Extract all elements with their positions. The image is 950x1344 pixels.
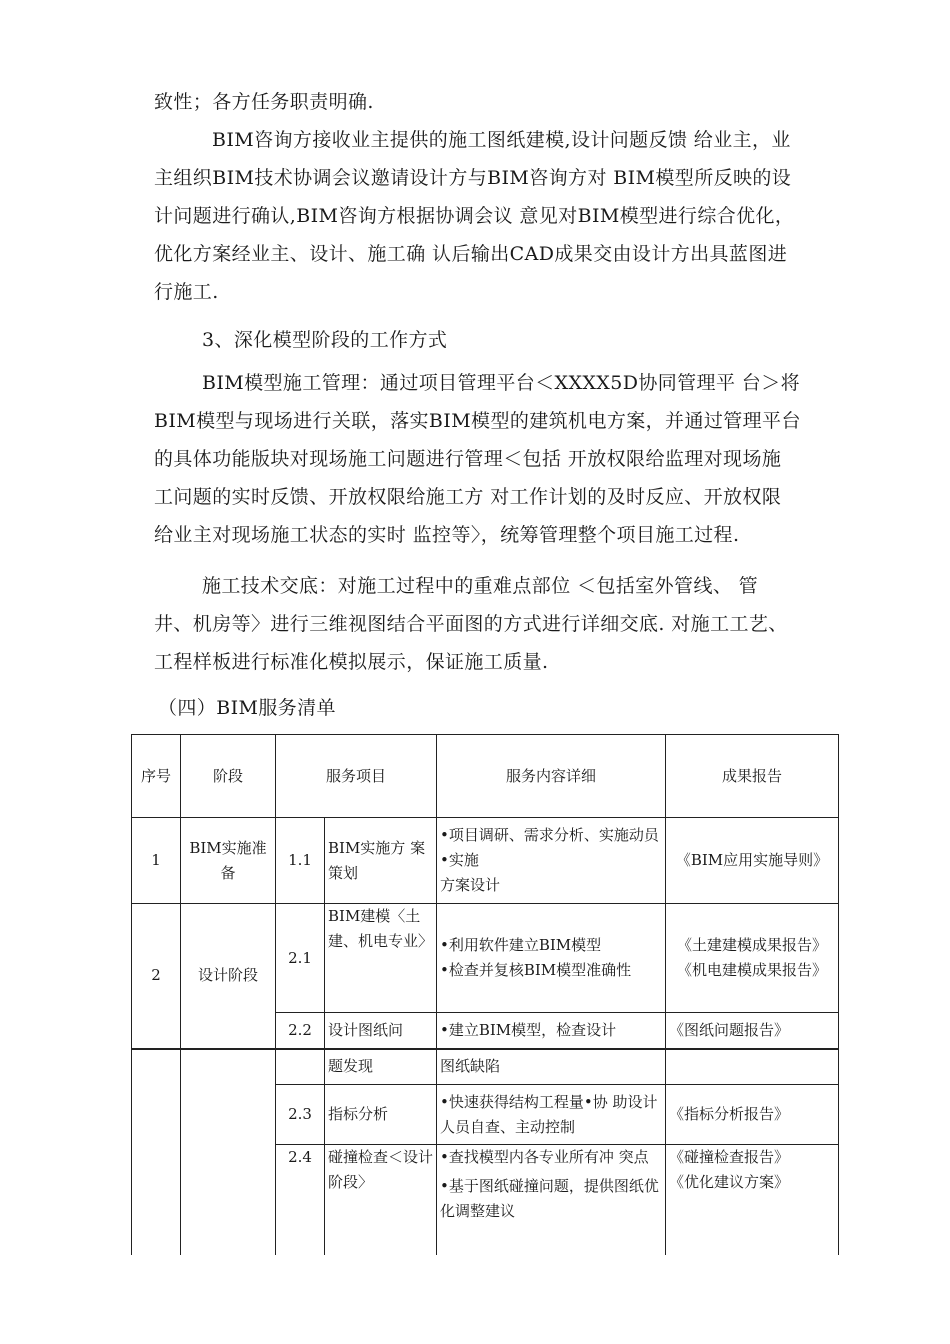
row-detail: •快速获得结构工程量•协 助设计人员自查、主动控制: [437, 1085, 666, 1145]
text-line: 3、深化模型阶段的工作方式: [202, 329, 448, 351]
header-report: 成果报告: [666, 735, 839, 818]
header-item: 服务项目: [276, 735, 437, 818]
row-item: 指标分析: [325, 1085, 437, 1145]
row-detail: [437, 1145, 666, 1255]
table-caption: [158, 689, 870, 727]
text-line: BIM模型施工管理：通过项目管理平台＜XXXX5D协同管理平 台＞将: [202, 372, 800, 394]
text-line: 优化方案经业主、设计、施工确 认后输出CAD成果交由设计方出具蓝图进: [154, 243, 788, 265]
header-stage: 阶段: [181, 735, 276, 818]
text-line: 计问题进行确认,BIM咨询方根据协调会议 意见对BIM模型进行综合优化，: [154, 205, 795, 227]
detail-line: •利用软件建立BIM模型: [440, 936, 602, 954]
paragraph-1: [154, 83, 866, 121]
text-line: BIM模型与现场进行关联，落实BIM模型的建筑机电方案，并通过管理平台: [154, 410, 801, 432]
row-code: 2.2: [276, 1013, 325, 1049]
detail-line: •项目调研、需求分析、实施动员•实施: [440, 826, 659, 869]
text-line: 井、机房等〉进行三维视图结合平面图的方式进行详细交底. 对施工工艺、: [154, 613, 788, 635]
table-row: [132, 904, 839, 1013]
row-code: 2.3: [276, 1085, 325, 1145]
row-item: BIM实施方 案策划: [325, 818, 437, 904]
empty-cell: [132, 1049, 181, 1255]
report-line: 《优化建议方案》: [669, 1173, 790, 1191]
detail-line: •基于图纸碰撞问题，提供图纸优化调整建议: [440, 1177, 659, 1220]
row-report: [666, 904, 839, 1013]
text-line: 给业主对现场施工状态的实时 监控等〉，统筹管理整个项目施工过程.: [154, 524, 740, 546]
row-code: 1.1: [276, 818, 325, 904]
text-line: 施工技术交底：对施工过程中的重难点部位 ＜包括室外管线、 管: [202, 575, 759, 597]
row-stage: 设计阶段: [181, 904, 276, 1049]
text-line: 主组织BIM技术协调会议邀请设计方与BIM咨询方对 BIM模型所反映的设: [154, 167, 792, 189]
detail-line: •检查并复核BIM模型准确性: [440, 961, 632, 979]
row-item: 碰撞检查＜设计阶段〉: [325, 1145, 437, 1255]
row-item: BIM建模〈土建、机电专业〉: [325, 904, 437, 1013]
row-detail: [437, 904, 666, 1013]
report-line: 《机电建模成果报告》: [676, 961, 827, 979]
text-line: 的具体功能版块对现场施工问题进行管理＜包括 开放权限给监理对现场施: [154, 448, 782, 470]
header-detail: 服务内容详细: [437, 735, 666, 818]
text-line: 工程样板进行标准化模拟展示，保证施工质量.: [154, 651, 549, 673]
paragraph-4: [154, 567, 866, 681]
row-no: 1: [132, 818, 181, 904]
paragraph-3: [154, 364, 866, 554]
row-report: 《BIM应用实施导则》: [666, 818, 839, 904]
text-line: （四）BIM服务清单: [158, 697, 336, 719]
row-stage: BIM实施准备: [181, 818, 276, 904]
row-report: 《图纸问题报告》: [666, 1013, 839, 1049]
detail-line: 方案设计: [440, 876, 501, 894]
section-heading: [154, 321, 866, 359]
service-list-table: [131, 734, 839, 1255]
table-row: [132, 818, 839, 904]
empty-cell: [276, 1049, 325, 1085]
text-line: 行施工.: [154, 281, 219, 303]
empty-cell: [666, 1049, 839, 1085]
row-code: 2.4: [276, 1145, 325, 1255]
detail-line: •查找模型内各专业所有冲 突点: [440, 1148, 649, 1166]
row-detail: 图纸缺陷: [437, 1049, 666, 1085]
paragraph-2: [154, 121, 866, 311]
row-detail: •建立BIM模型，检查设计: [437, 1013, 666, 1049]
table-row: [132, 1049, 839, 1085]
text-line: 工问题的实时反馈、开放权限给施工方 对工作计划的及时反应、开放权限: [154, 486, 782, 508]
row-item: 设计图纸问: [325, 1013, 437, 1049]
row-report: [666, 1145, 839, 1255]
row-item: 题发现: [325, 1049, 437, 1085]
row-code: 2.1: [276, 904, 325, 1013]
report-line: 《土建建模成果报告》: [676, 936, 827, 954]
header-no: 序号: [132, 735, 181, 818]
table-header-row: [132, 735, 839, 818]
text-line: 致性；各方任务职责明确.: [154, 91, 374, 113]
report-line: 《碰撞检查报告》: [669, 1148, 790, 1166]
row-detail: [437, 818, 666, 904]
empty-cell: [181, 1049, 276, 1255]
text-line: BIM咨询方接收业主提供的施工图纸建模,设计问题反馈 给业主，业: [212, 129, 791, 151]
row-report: 《指标分析报告》: [666, 1085, 839, 1145]
row-no: 2: [132, 904, 181, 1049]
